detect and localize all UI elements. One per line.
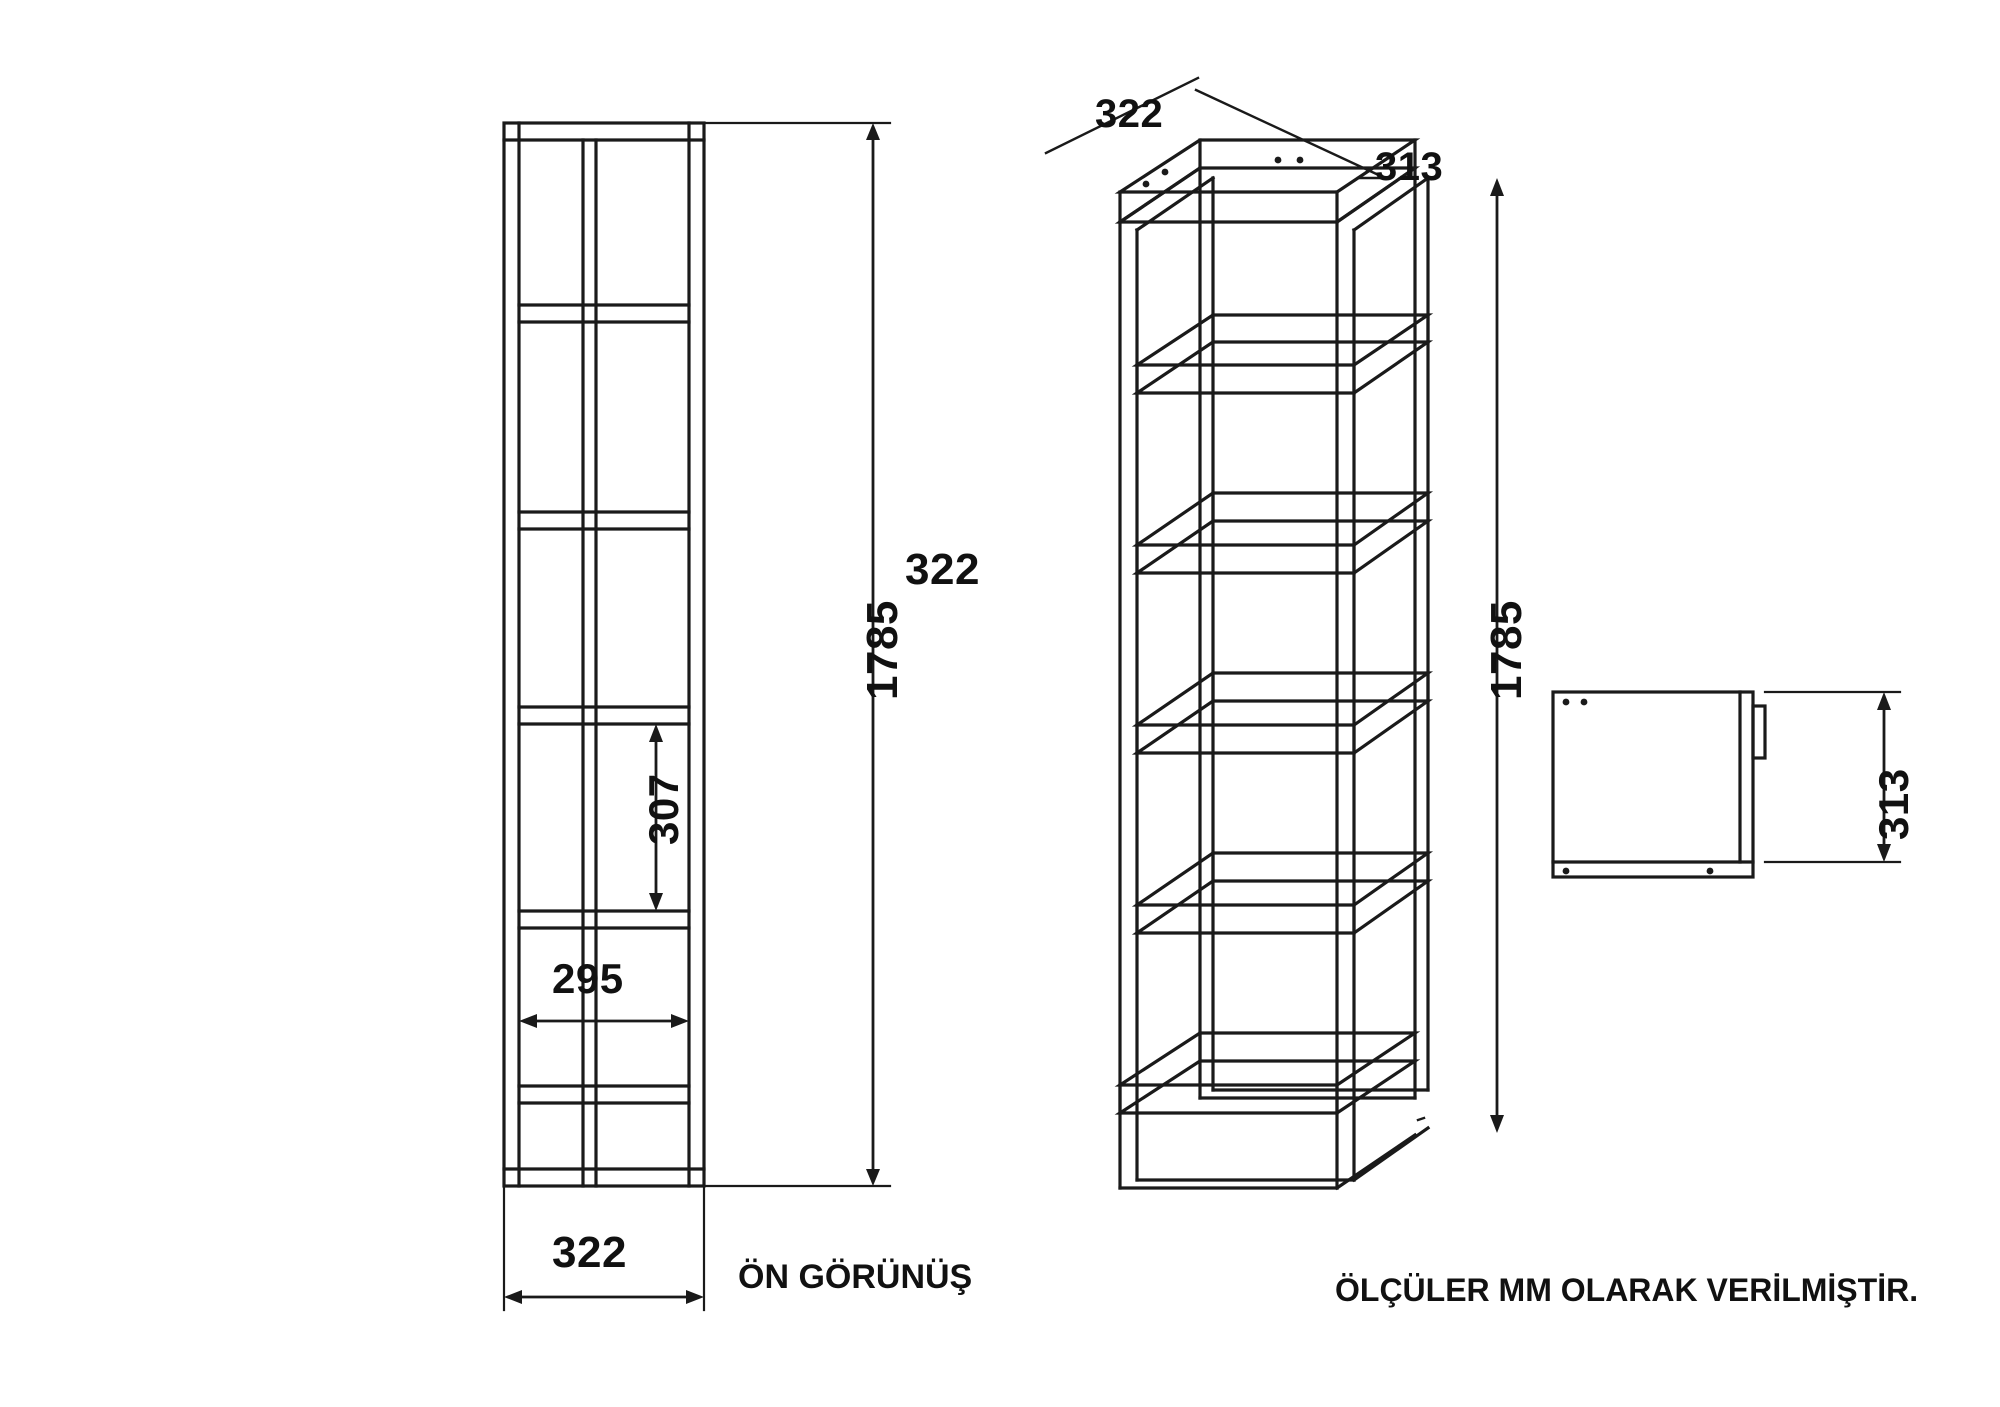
units-note: ÖLÇÜLER MM OLARAK VERİLMİŞTİR. <box>1335 1272 1919 1308</box>
top-view-outline <box>1553 692 1765 877</box>
perspective-depth-322-label: 322 <box>1095 92 1164 136</box>
front-view-caption: ÖN GÖRÜNÜŞ <box>738 1258 973 1296</box>
front-inner-295-dim <box>519 1014 689 1028</box>
front-height-322-label: 322 <box>905 545 980 594</box>
perspective-leader-lines <box>1046 78 1424 1120</box>
front-inner-295-label: 295 <box>552 955 624 1002</box>
front-height-1785-label: 1785 <box>858 600 907 700</box>
front-view-extension-lines <box>504 123 890 1310</box>
front-width-322-dim <box>504 1290 704 1304</box>
top-depth-313-label: 313 <box>1870 768 1917 840</box>
perspective-height-1785-label: 1785 <box>1482 600 1531 700</box>
perspective-view-outline <box>1120 140 1428 1188</box>
front-shelf-307-label: 307 <box>640 773 687 845</box>
perspective-depth-313-label: 313 <box>1375 145 1444 189</box>
front-width-322-label: 322 <box>552 1228 627 1277</box>
